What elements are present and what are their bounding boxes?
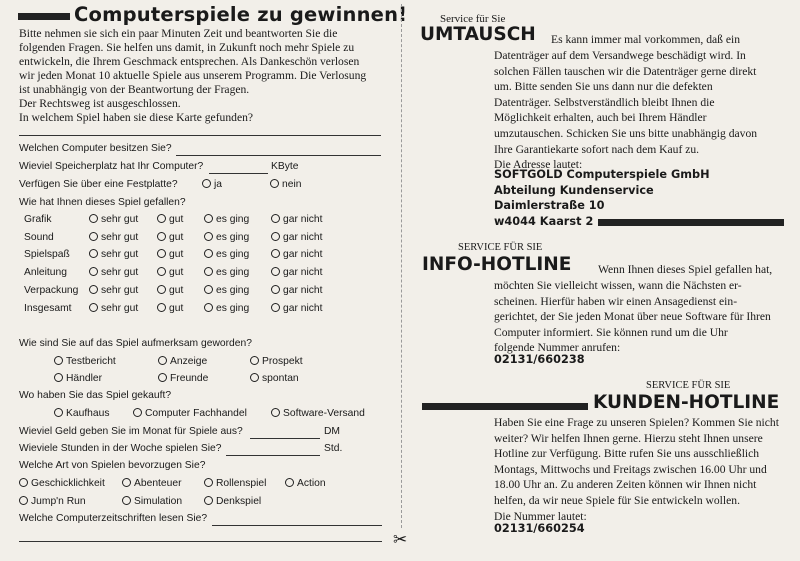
text-line: scheinen. Hierfür haben wir einen Ansagedienst ein- [494, 294, 738, 308]
text-line: folgende Nummer anrufen: [494, 341, 621, 355]
radio-circle[interactable] [204, 303, 213, 312]
radio-circle[interactable] [157, 267, 166, 276]
q-magazines: Welche Computerzeitschriften lesen Sie? [19, 513, 208, 524]
address-end-bar [598, 219, 784, 226]
radio-circle[interactable] [89, 232, 98, 241]
text-line: Testbericht [66, 356, 116, 367]
text-line: Abteilung Kundenservice [494, 183, 654, 197]
text-line: wir jeden Monat 10 aktuelle Spiele aus unserem Programm. Die Verlosung [19, 69, 367, 82]
rating-row [24, 303, 344, 319]
text-line: spontan [262, 373, 299, 384]
q-hours: Wieviele Stunden in der Woche spielen Sie? [19, 443, 222, 454]
text-line: Denkspiel [216, 496, 262, 507]
rating-gut[interactable] [157, 267, 183, 278]
money-unit: DM [324, 426, 341, 437]
radio-circle[interactable] [271, 303, 280, 312]
text-line: solchen Fällen tauschen wir die Datenträger gerne direkt [494, 64, 757, 78]
text-line: gar nicht [283, 285, 323, 296]
text-line: Software-Versand [283, 408, 365, 419]
text-line: Jump'n Run [31, 496, 86, 507]
q-harddisk: Verfügen Sie über eine Festplatte? [19, 179, 178, 190]
harddisk-yes-option[interactable] [202, 179, 222, 190]
aware-haendler-option[interactable] [54, 373, 102, 384]
rating-es-ging[interactable] [204, 285, 249, 296]
rating-row [24, 232, 344, 248]
kind-simulation-option[interactable] [122, 496, 182, 507]
text-line: um. Bitte senden Sie uns dann nur die defekten [494, 80, 713, 94]
text-line: umzutauschen. Schicken Sie uns bitte unabhängig davon [494, 126, 758, 140]
q-bought: Wo haben Sie das Spiel gekauft? [19, 390, 172, 401]
kunden-kicker: SERVICE FÜR SIE [646, 380, 731, 391]
text-line: es ging [216, 249, 250, 260]
radio-circle[interactable] [89, 267, 98, 276]
kunden-phone[interactable]: 02131/660254 [494, 522, 585, 535]
radio-circle[interactable] [19, 478, 28, 487]
rating-sehr-gut[interactable] [89, 303, 138, 314]
umtausch-body [494, 48, 794, 173]
rating-gar-nicht[interactable] [271, 303, 323, 314]
kind-action-option[interactable] [285, 478, 326, 489]
radio-circle[interactable] [122, 496, 131, 505]
text-line: helfen, da wir neue Spiele für Sie entwickeln wollen. [494, 493, 740, 507]
rating-es-ging[interactable] [204, 267, 249, 278]
text-line: Die Nummer lautet: [494, 509, 587, 523]
text-line: Geschicklichkeit [31, 478, 105, 489]
text-line: Händler [66, 373, 103, 384]
text-line: es ging [216, 267, 250, 278]
rating-es-ging[interactable] [204, 214, 249, 225]
radio-circle[interactable] [157, 303, 166, 312]
radio-circle[interactable] [133, 408, 142, 417]
bought-kaufhaus-option[interactable] [54, 408, 110, 419]
info-body [494, 278, 771, 356]
text-line: gar nicht [283, 267, 323, 278]
text-line: sehr gut [101, 249, 139, 260]
radio-circle[interactable] [19, 496, 28, 505]
text-line: gar nicht [283, 249, 323, 260]
text-line: sehr gut [101, 232, 139, 243]
text-line: sehr gut [101, 303, 139, 314]
text-line: SOFTGOLD Computerspiele GmbH [494, 168, 710, 181]
kind-rollenspiel-option[interactable] [204, 478, 266, 489]
rating-es-ging[interactable] [204, 303, 249, 314]
text-line: nein [282, 179, 302, 190]
aware-spontan-option[interactable] [250, 373, 299, 384]
q-kind: Welche Art von Spielen bevorzugen Sie? [19, 460, 206, 471]
kind-geschicklichkeit-option[interactable] [19, 478, 105, 489]
text-line: Haben Sie eine Frage zu unseren Spielen? Kommen Sie nicht [494, 416, 779, 429]
text-line: Datenträger auf dem Versandwege beschädigt wird. In [494, 49, 746, 62]
text-line: gar nicht [283, 214, 323, 225]
text-line: gut [169, 214, 184, 225]
kunden-title: KUNDEN-HOTLINE [593, 392, 780, 413]
kind-jumpnrun-option[interactable] [19, 496, 86, 507]
radio-circle[interactable] [54, 356, 63, 365]
radio-circle[interactable] [54, 408, 63, 417]
computer-answer-line[interactable] [176, 155, 381, 156]
radio-circle[interactable] [89, 214, 98, 223]
text-line: Der Rechtsweg ist ausgeschlossen. [19, 97, 181, 110]
text-line: gut [169, 232, 184, 243]
radio-circle[interactable] [250, 373, 259, 382]
radio-circle[interactable] [204, 232, 213, 241]
q-money: Wieviel Geld geben Sie im Monat für Spiele aus? [19, 426, 243, 437]
harddisk-no-option[interactable] [270, 179, 301, 190]
radio-circle[interactable] [54, 373, 63, 382]
text-line: Ihre Garantiekarte sofort nach dem Kauf zu. [494, 142, 700, 156]
q-aware: Wie sind Sie auf das Spiel aufmerksam geworden? [19, 338, 252, 349]
text-line: es ging [216, 285, 250, 296]
rating-gar-nicht[interactable] [271, 214, 323, 225]
text-line: Abenteuer [134, 478, 182, 489]
radio-circle[interactable] [122, 478, 131, 487]
rating-row [24, 214, 344, 230]
text-line: Möglichkeit erhalten, auch bei Ihrem Händler [494, 111, 707, 125]
rating-es-ging[interactable] [204, 249, 249, 260]
text-line: Prospekt [262, 356, 303, 367]
text-line: gut [169, 285, 184, 296]
radio-circle[interactable] [271, 249, 280, 258]
fold-divider [401, 4, 402, 528]
info-title: INFO-HOTLINE [422, 254, 572, 275]
umtausch-title: UMTAUSCH [420, 24, 536, 45]
hours-unit: Std. [324, 443, 343, 454]
radio-circle[interactable] [271, 267, 280, 276]
memory-unit: KByte [271, 161, 299, 172]
text-line: sehr gut [101, 285, 139, 296]
radio-circle[interactable] [204, 285, 213, 294]
text-line: Hotline zur Verfügung. Bitte rufen Sie uns ausschließlich [494, 447, 760, 461]
rating-gut[interactable] [157, 249, 183, 260]
aware-testbericht-option[interactable] [54, 356, 116, 367]
text-line: Die Adresse lautet: [494, 158, 583, 172]
text-line: ist unabhängig von der Beantwortung der Fragen. [19, 83, 250, 96]
text-line: gut [169, 267, 184, 278]
radio-circle[interactable] [89, 285, 98, 294]
radio-circle[interactable] [271, 285, 280, 294]
text-line: Daimlerstraße 10 [494, 199, 605, 213]
radio-circle[interactable] [204, 478, 213, 487]
text-line: sehr gut [101, 214, 139, 225]
text-line: gut [169, 303, 184, 314]
rating-row-label: Sound [24, 232, 54, 243]
kind-denkspiel-option[interactable] [204, 496, 261, 507]
kunden-body [494, 415, 779, 524]
text-line: Action [297, 478, 326, 489]
umtausch-first-line: Es kann immer mal vorkommen, daß ein [551, 33, 740, 46]
text-line: sehr gut [101, 267, 139, 278]
rating-gut[interactable] [157, 285, 183, 296]
aware-freunde-option[interactable] [158, 373, 208, 384]
text-line: gar nicht [283, 232, 323, 243]
text-line: Anzeige [170, 356, 208, 367]
radio-circle[interactable] [250, 356, 259, 365]
rating-sehr-gut[interactable] [89, 285, 138, 296]
aware-anzeige-option[interactable] [158, 356, 207, 367]
q-memory: Wieviel Speicherplatz hat Ihr Computer? [19, 161, 204, 172]
title-bar [18, 13, 70, 20]
info-first-line: Wenn Ihnen dieses Spiel gefallen hat, [598, 263, 773, 276]
rating-gar-nicht[interactable] [271, 285, 323, 296]
radio-circle[interactable] [89, 249, 98, 258]
info-kicker: SERVICE FÜR SIE [458, 242, 543, 253]
text-line: In welchem Spiel haben sie diese Karte gefunden? [19, 111, 254, 124]
text-line: Bitte nehmen sie sich ein paar Minuten Zeit und beantworten Sie die [19, 27, 338, 40]
rating-sehr-gut[interactable] [89, 214, 138, 225]
text-line: Freunde [170, 373, 209, 384]
kunden-title-bar [422, 403, 588, 410]
rating-gut[interactable] [157, 232, 183, 243]
radio-circle[interactable] [271, 232, 280, 241]
rating-es-ging[interactable] [204, 232, 249, 243]
text-line: w4044 Kaarst 2 [494, 215, 594, 229]
radio-circle[interactable] [89, 303, 98, 312]
text-line: es ging [216, 232, 250, 243]
text-line: gut [169, 249, 184, 260]
text-line: Datenträger. Selbstverständlich bleibt Ihnen die [494, 95, 715, 109]
game-answer-line[interactable] [19, 135, 381, 136]
magazines-answer-line-1[interactable] [212, 525, 382, 526]
q-rating: Wie hat Ihnen dieses Spiel gefallen? [19, 197, 186, 208]
rating-gar-nicht[interactable] [271, 232, 323, 243]
radio-circle[interactable] [270, 179, 279, 188]
radio-circle[interactable] [202, 179, 211, 188]
rating-row-label: Insgesamt [24, 303, 72, 314]
radio-circle[interactable] [204, 249, 213, 258]
bought-fachhandel-option[interactable] [133, 408, 247, 419]
radio-circle[interactable] [158, 356, 167, 365]
radio-circle[interactable] [157, 214, 166, 223]
rating-sehr-gut[interactable] [89, 267, 138, 278]
rating-row-label: Spielspaß [24, 249, 70, 260]
radio-circle[interactable] [157, 249, 166, 258]
text-line: es ging [216, 214, 250, 225]
radio-circle[interactable] [271, 408, 280, 417]
magazines-answer-line-2[interactable] [19, 541, 382, 542]
rating-sehr-gut[interactable] [89, 232, 138, 243]
rating-gar-nicht[interactable] [271, 267, 323, 278]
text-line: 18.00 Uhr an. Zu anderen Zeiten können wir Ihnen nicht [494, 478, 757, 492]
text-line: weiter? Wir helfen Ihnen gerne. Hierzu steht Ihnen unsere [494, 431, 763, 445]
rating-gar-nicht[interactable] [271, 249, 323, 260]
radio-circle[interactable] [204, 496, 213, 505]
umtausch-kicker: Service für Sie [440, 13, 506, 25]
rating-row-label: Verpackung [24, 285, 79, 296]
rating-row [24, 267, 344, 283]
rating-sehr-gut[interactable] [89, 249, 138, 260]
radio-circle[interactable] [204, 267, 213, 276]
text-line: es ging [216, 303, 250, 314]
page-title: Computerspiele zu gewinnen! [74, 3, 408, 26]
aware-prospekt-option[interactable] [250, 356, 303, 367]
text-line: gar nicht [283, 303, 323, 314]
rating-gut[interactable] [157, 303, 183, 314]
rating-row-label: Anleitung [24, 267, 67, 278]
text-line: möchten Sie vielleicht wissen, wann die Nächsten er- [494, 279, 742, 292]
kind-abenteuer-option[interactable] [122, 478, 182, 489]
text-line: gerichtet, der Sie jeden Monat über neue Software für Ihren [494, 310, 771, 324]
rating-row [24, 249, 344, 265]
text-line: Simulation [134, 496, 183, 507]
rating-row [24, 285, 344, 301]
text-line: Rollenspiel [216, 478, 267, 489]
rating-gut[interactable] [157, 214, 183, 225]
hours-answer-line[interactable] [226, 455, 320, 456]
info-phone[interactable]: 02131/660238 [494, 353, 585, 366]
memory-answer-line[interactable] [209, 173, 268, 174]
radio-circle[interactable] [204, 214, 213, 223]
text-line: Computer Fachhandel [145, 408, 247, 419]
bought-versand-option[interactable] [271, 408, 365, 419]
radio-circle[interactable] [157, 285, 166, 294]
radio-circle[interactable] [271, 214, 280, 223]
q-computer: Welchen Computer besitzen Sie? [19, 143, 172, 154]
text-line: Computer informiert. Sie können rund um die Uhr [494, 325, 728, 339]
radio-circle[interactable] [157, 232, 166, 241]
text-line: entwickeln, die Ihrem Geschmack entsprechen. Als Dankeschön verlosen [19, 55, 360, 68]
radio-circle[interactable] [285, 478, 294, 487]
rating-row-label: Grafik [24, 214, 52, 225]
intro-text [19, 27, 389, 125]
radio-circle[interactable] [158, 373, 167, 382]
scissors-icon: ✂ [393, 530, 408, 549]
text-line: ja [214, 179, 223, 190]
text-line: Montags, Mittwochs und Freitags zwischen 16.00 Uhr und [494, 462, 767, 476]
text-line: folgenden Fragen. Sie helfen uns damit, in Zukunft noch mehr Spiele zu [19, 41, 355, 54]
text-line: Kaufhaus [66, 408, 110, 419]
money-answer-line[interactable] [250, 438, 320, 439]
